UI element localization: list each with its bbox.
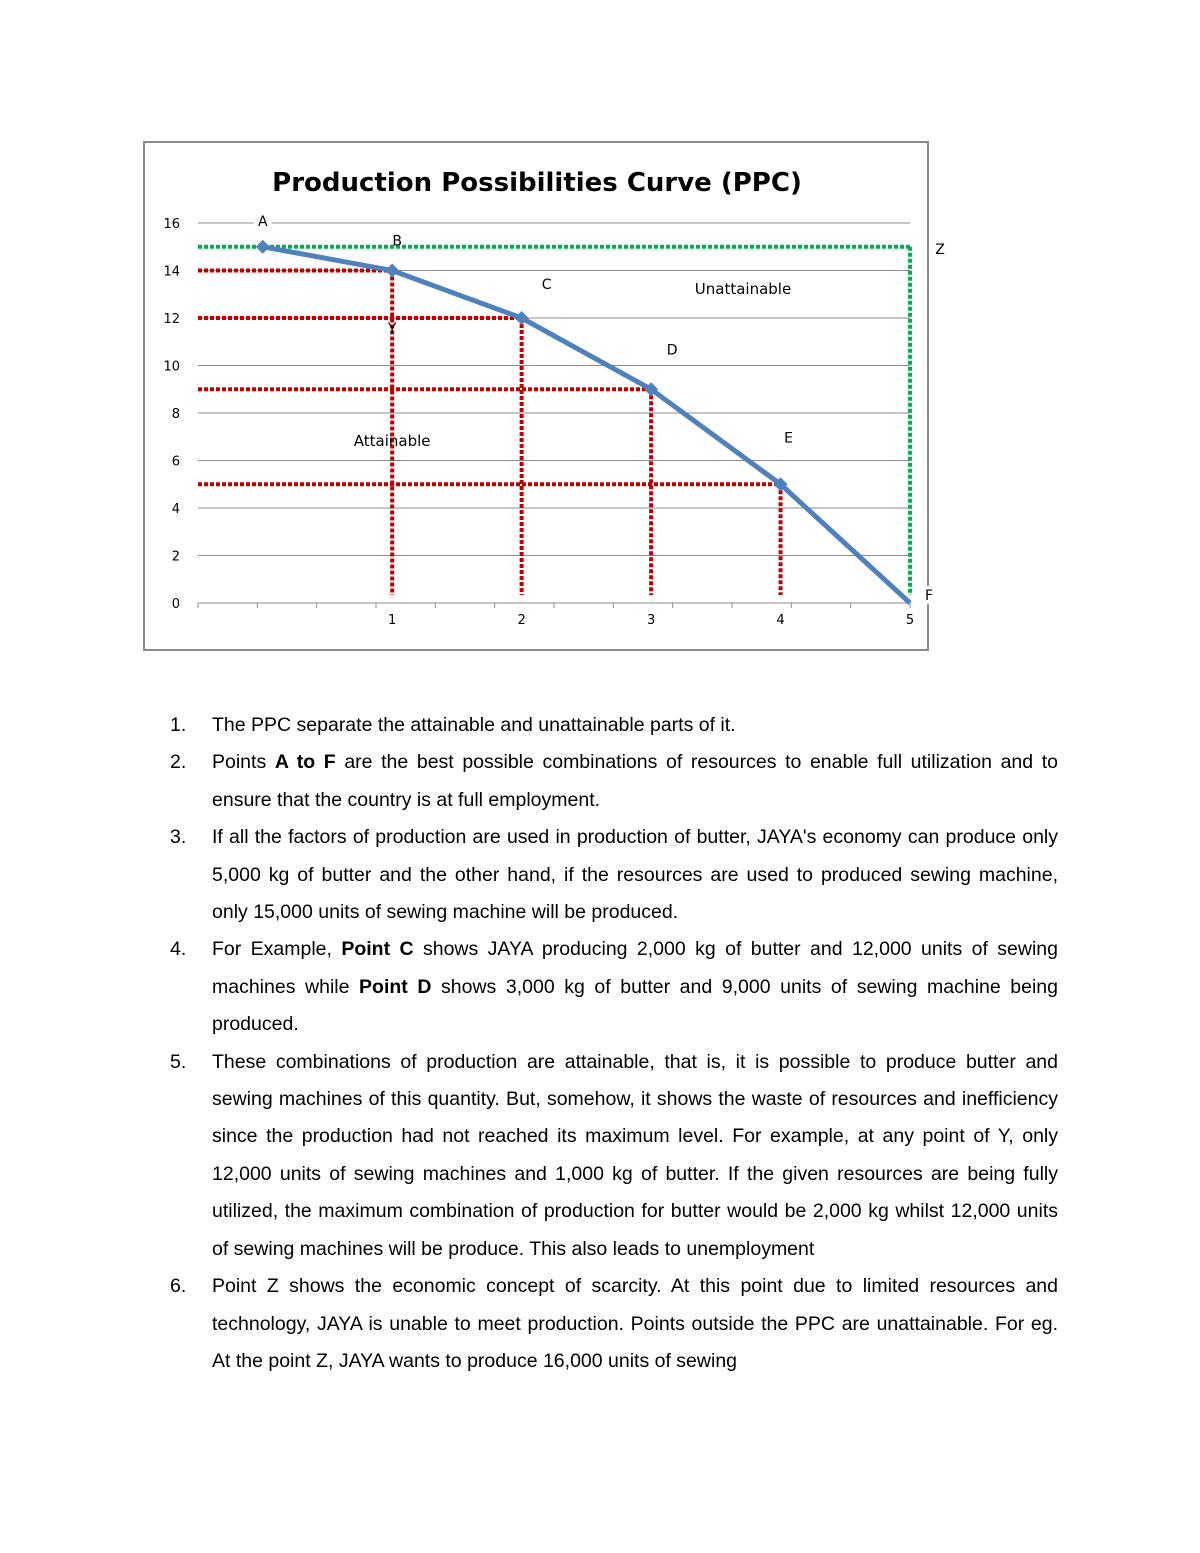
y-tick-label-16: 16: [163, 217, 180, 232]
note-item: [170, 1044, 1058, 1268]
note-number: 6.: [170, 1275, 187, 1298]
note-text: Points: [212, 751, 275, 774]
y-tick-label-4: 4: [171, 502, 180, 517]
explanation-list: [170, 707, 1058, 1380]
chart-title: Production Possibilities Curve (PPC): [272, 168, 802, 198]
note-item: [170, 819, 1058, 931]
note-number: 4.: [170, 938, 187, 961]
x-tick-label-4: 4: [776, 613, 785, 628]
y-tick-label-0: 0: [171, 597, 180, 612]
point-label-c: C: [541, 277, 552, 293]
ppc-curve-line: [263, 247, 910, 603]
note-text: shows JAYA producing 2,000 kg of butter and 12,000 units of sewing machines while: [212, 938, 1058, 998]
x-tick-label-5: 5: [905, 613, 915, 628]
point-label-d: D: [666, 342, 678, 359]
unattainable-region-label: Unattainable: [694, 279, 792, 298]
point-label-a: A: [257, 213, 268, 230]
x-tick-label-2: 2: [517, 613, 526, 628]
x-tick-label-3: 3: [646, 613, 656, 628]
attainable-region-label: Attainable: [353, 431, 431, 450]
note-item: [170, 707, 1058, 744]
ppc-chart: [143, 141, 945, 651]
note-emphasis: Point D: [359, 975, 432, 998]
point-label-b: B: [392, 233, 402, 250]
note-text: If all the factors of production are used in production of butter, JAYA's economy can produce only 5,000 kg of butter and the other hand, if the resources are used to produced sewing machine, only 15,000 units of sewing machine will be produced.: [212, 826, 1058, 924]
y-tick-label-6: 6: [171, 454, 180, 470]
note-text: Point Z shows the economic concept of scarcity. At this point due to limited resources and technology, JAYA is unable to meet production. Points outside the PPC are unattainable. For eg. At the point Z, JAYA wants to produce 16,000 units of sewing: [212, 1275, 1058, 1372]
note-text: For Example,: [212, 938, 342, 961]
note-emphasis: A to F: [274, 751, 336, 774]
data-point-a: [256, 240, 270, 254]
y-tick-label-2: 2: [171, 549, 180, 565]
point-label-z: Z: [935, 241, 945, 258]
note-emphasis: Point C: [341, 938, 414, 961]
note-number: 5.: [170, 1050, 187, 1073]
note-number: 3.: [170, 826, 187, 849]
note-item: [170, 744, 1058, 819]
note-item: [170, 931, 1058, 1043]
note-text: These combinations of production are attainable, that is, it is possible to produce butter and sewing machines of this quantity. But, somehow, it shows the waste of resources and inefficiency since the production had not reached its maximum level. For example, at any point of Y, only 12,000 units of sewing machines and 1,000 kg of butter. If the given resources are being fully utilized, the maximum combination of production for butter would be 2,000 kg whilst 12,000 units of sewing machines will be produce. This also leads to unemployment: [212, 1050, 1058, 1260]
note-number: 2.: [170, 751, 187, 774]
ppc-chart-svg: [145, 143, 945, 649]
y-tick-label-10: 10: [163, 359, 180, 375]
point-label-f: F: [924, 588, 934, 604]
point-label-e: E: [784, 430, 793, 447]
note-text: shows 3,000 kg of butter and 9,000 units of sewing machine being produced.: [212, 975, 1058, 1036]
y-tick-label-12: 12: [163, 312, 180, 327]
y-tick-label-14: 14: [163, 264, 180, 280]
data-point-b: [385, 264, 399, 278]
note-text: are the best possible combinations of resources to enable full utilization and to ensure that the country is at full employment.: [212, 751, 1058, 811]
note-number: 1.: [170, 714, 187, 736]
note-item: [170, 1268, 1058, 1380]
point-label-y: Y: [387, 321, 397, 337]
y-tick-label-8: 8: [171, 407, 180, 422]
x-tick-label-1: 1: [388, 613, 397, 628]
note-text: The PPC separate the attainable and unattainable parts of it.: [212, 714, 736, 736]
